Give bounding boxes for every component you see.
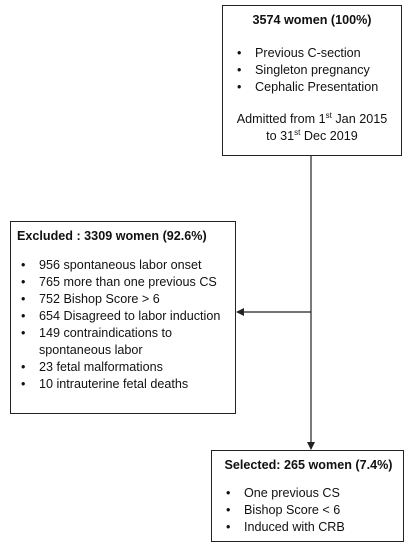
total-women-box xyxy=(222,5,402,156)
selected-item: • Induced with CRB xyxy=(226,520,345,534)
inclusion-item: • Singleton pregnancy xyxy=(237,63,370,77)
exclusion-item: • 752 Bishop Score > 6 xyxy=(21,292,160,306)
exclusion-item: • 765 more than one previous CS xyxy=(21,275,217,289)
exclusion-item: • 23 fetal malformations xyxy=(21,360,163,374)
selected-item: • Bishop Score < 6 xyxy=(226,503,341,517)
inclusion-item: • Cephalic Presentation xyxy=(237,80,379,94)
admission-line-1: Admitted from 1st Jan 2015 xyxy=(236,110,388,126)
selected-women-box xyxy=(211,450,404,542)
selected-item: • One previous CS xyxy=(226,486,340,500)
selected-title: Selected: 265 women (7.4%) xyxy=(224,458,393,472)
total-title: 3574 women (100%) xyxy=(252,13,372,27)
exclusion-item: • 654 Disagreed to labor induction xyxy=(21,309,221,323)
excluded-title: Excluded : 3309 women (92.6%) xyxy=(17,229,207,243)
inclusion-item: • Previous C-section xyxy=(237,46,361,60)
admission-period xyxy=(231,111,393,145)
exclusion-reasons-list xyxy=(17,257,229,393)
exclusion-item: • 149 contraindications to spontaneous labor xyxy=(21,326,173,357)
selected-criteria-list xyxy=(220,485,397,536)
exclusion-item: • 956 spontaneous labor onset xyxy=(21,258,202,272)
admission-line-2: to 31st Dec 2019 xyxy=(266,127,358,143)
inclusion-criteria-list xyxy=(231,45,393,96)
exclusion-item: • 10 intrauterine fetal deaths xyxy=(21,377,189,391)
excluded-women-box xyxy=(10,221,236,414)
